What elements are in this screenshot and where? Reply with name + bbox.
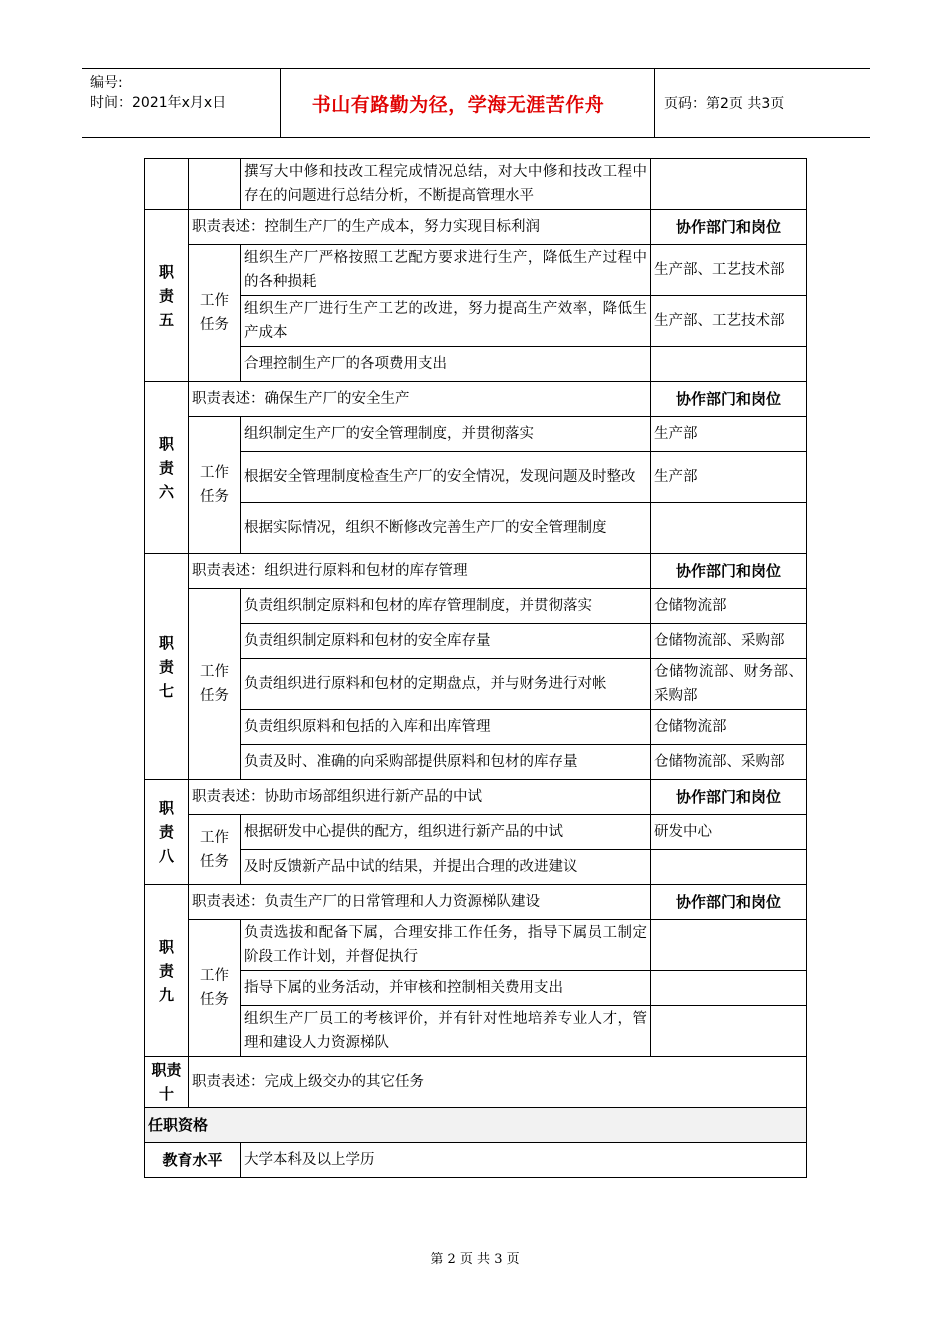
task-cell: 指导下属的业务活动，并审核和控制相关费用支出 [241, 971, 651, 1006]
table-row [145, 1143, 807, 1178]
header-divider [280, 69, 281, 137]
table-row [145, 589, 807, 624]
task-cell: 根据安全管理制度检查生产厂的安全情况，发现问题及时整改 [241, 452, 651, 503]
header-divider [654, 69, 655, 137]
duty-label: 职责六 [145, 382, 189, 554]
table-row [145, 503, 807, 554]
dept-cell [651, 1006, 807, 1057]
dept-cell: 研发中心 [651, 815, 807, 850]
dept-cell [651, 920, 807, 971]
table-row [145, 1006, 807, 1057]
table-row [145, 382, 807, 417]
coop-header: 协作部门和岗位 [651, 554, 807, 589]
table-row [145, 417, 807, 452]
table-row [145, 624, 807, 659]
education-label: 教育水平 [145, 1143, 241, 1178]
task-cell: 负责组织制定原料和包材的安全库存量 [241, 624, 651, 659]
dept-cell: 仓储物流部 [651, 710, 807, 745]
table-row [145, 1108, 807, 1143]
table-row [145, 210, 807, 245]
coop-header: 协作部门和岗位 [651, 780, 807, 815]
task-cell: 组织生产厂进行生产工艺的改进，努力提高生产效率，降低生产成本 [241, 296, 651, 347]
task-cell: 组织制定生产厂的安全管理制度，并贯彻落实 [241, 417, 651, 452]
task-cell: 合理控制生产厂的各项费用支出 [241, 347, 651, 382]
duty-description: 职责表述：确保生产厂的安全生产 [189, 382, 651, 417]
header-meta [90, 73, 226, 113]
dept-cell: 仓储物流部、采购部 [651, 624, 807, 659]
document-header [82, 68, 870, 138]
table-row [145, 920, 807, 971]
dept-cell: 仓储物流部、财务部、采购部 [651, 659, 807, 710]
dept-cell: 生产部 [651, 452, 807, 503]
table-row [145, 780, 807, 815]
duty-description: 职责表述：控制生产厂的生产成本，努力实现目标利润 [189, 210, 651, 245]
duty-label: 职责七 [145, 554, 189, 780]
work-task-label: 工作任务 [189, 245, 241, 382]
table-row [145, 659, 807, 710]
dept-cell: 生产部、工艺技术部 [651, 296, 807, 347]
page-footer: 第 2 页 共 3 页 [430, 1252, 520, 1267]
table-row [145, 159, 807, 210]
header-slogan: 书山有路勤为径，学海无涯苦作舟 [311, 93, 605, 116]
table-row [145, 885, 807, 920]
task-cell: 根据实际情况，组织不断修改完善生产厂的安全管理制度 [241, 503, 651, 554]
dept-cell: 仓储物流部、采购部 [651, 745, 807, 780]
task-cell: 负责组织进行原料和包材的定期盘点，并与财务进行对帐 [241, 659, 651, 710]
work-task-label: 工作任务 [189, 589, 241, 780]
task-cell: 负责及时、准确的向采购部提供原料和包材的库存量 [241, 745, 651, 780]
table-row [145, 850, 807, 885]
dept-cell: 生产部 [651, 417, 807, 452]
dept-cell [651, 850, 807, 885]
table-row [145, 554, 807, 589]
task-cell: 撰写大中修和技改工程完成情况总结，对大中修和技改工程中存在的问题进行总结分析，不断提高管理水平 [241, 159, 651, 210]
dept-cell: 仓储物流部 [651, 589, 807, 624]
work-task-label: 工作任务 [189, 815, 241, 885]
page-label: 页码：第2页 共3页 [664, 96, 785, 112]
table-row [145, 745, 807, 780]
dept-cell: 生产部、工艺技术部 [651, 245, 807, 296]
work-task-label: 工作任务 [189, 920, 241, 1057]
task-cell: 负责选拔和配备下属，合理安排工作任务，指导下属员工制定阶段工作计划，并督促执行 [241, 920, 651, 971]
task-cell: 负责组织原料和包括的入库和出库管理 [241, 710, 651, 745]
table-row [145, 347, 807, 382]
task-cell: 组织生产厂严格按照工艺配方要求进行生产，降低生产过程中的各种损耗 [241, 245, 651, 296]
coop-header: 协作部门和岗位 [651, 885, 807, 920]
table-row [145, 1057, 807, 1108]
dept-cell [651, 971, 807, 1006]
task-cell: 组织生产厂员工的考核评价，并有针对性地培养专业人才，管理和建设人力资源梯队 [241, 1006, 651, 1057]
time-label: 时间：2021年x月x日 [90, 95, 227, 111]
duty-description: 职责表述：负责生产厂的日常管理和人力资源梯队建设 [189, 885, 651, 920]
table-row [145, 815, 807, 850]
duty-label: 职责十 [145, 1057, 189, 1108]
work-task-label: 工作任务 [189, 417, 241, 554]
table-row [145, 710, 807, 745]
task-cell: 根据研发中心提供的配方，组织进行新产品的中试 [241, 815, 651, 850]
duty-description: 职责表述：完成上级交办的其它任务 [189, 1057, 807, 1108]
number-label: 编号: [90, 75, 123, 91]
duty-description: 职责表述：组织进行原料和包材的库存管理 [189, 554, 651, 589]
education-value: 大学本科及以上学历 [241, 1143, 807, 1178]
coop-header: 协作部门和岗位 [651, 210, 807, 245]
dept-cell [651, 347, 807, 382]
task-cell: 负责组织制定原料和包材的库存管理制度，并贯彻落实 [241, 589, 651, 624]
table-row [145, 296, 807, 347]
coop-header: 协作部门和岗位 [651, 382, 807, 417]
duty-table [144, 158, 807, 1178]
duty-description: 职责表述：协助市场部组织进行新产品的中试 [189, 780, 651, 815]
duty-label: 职责八 [145, 780, 189, 885]
table-row [145, 452, 807, 503]
table-row [145, 971, 807, 1006]
table-row [145, 245, 807, 296]
dept-cell [651, 503, 807, 554]
task-cell: 及时反馈新产品中试的结果，并提出合理的改进建议 [241, 850, 651, 885]
duty-label: 职责五 [145, 210, 189, 382]
duty-label: 职责九 [145, 885, 189, 1057]
section-title: 任职资格 [145, 1108, 807, 1143]
